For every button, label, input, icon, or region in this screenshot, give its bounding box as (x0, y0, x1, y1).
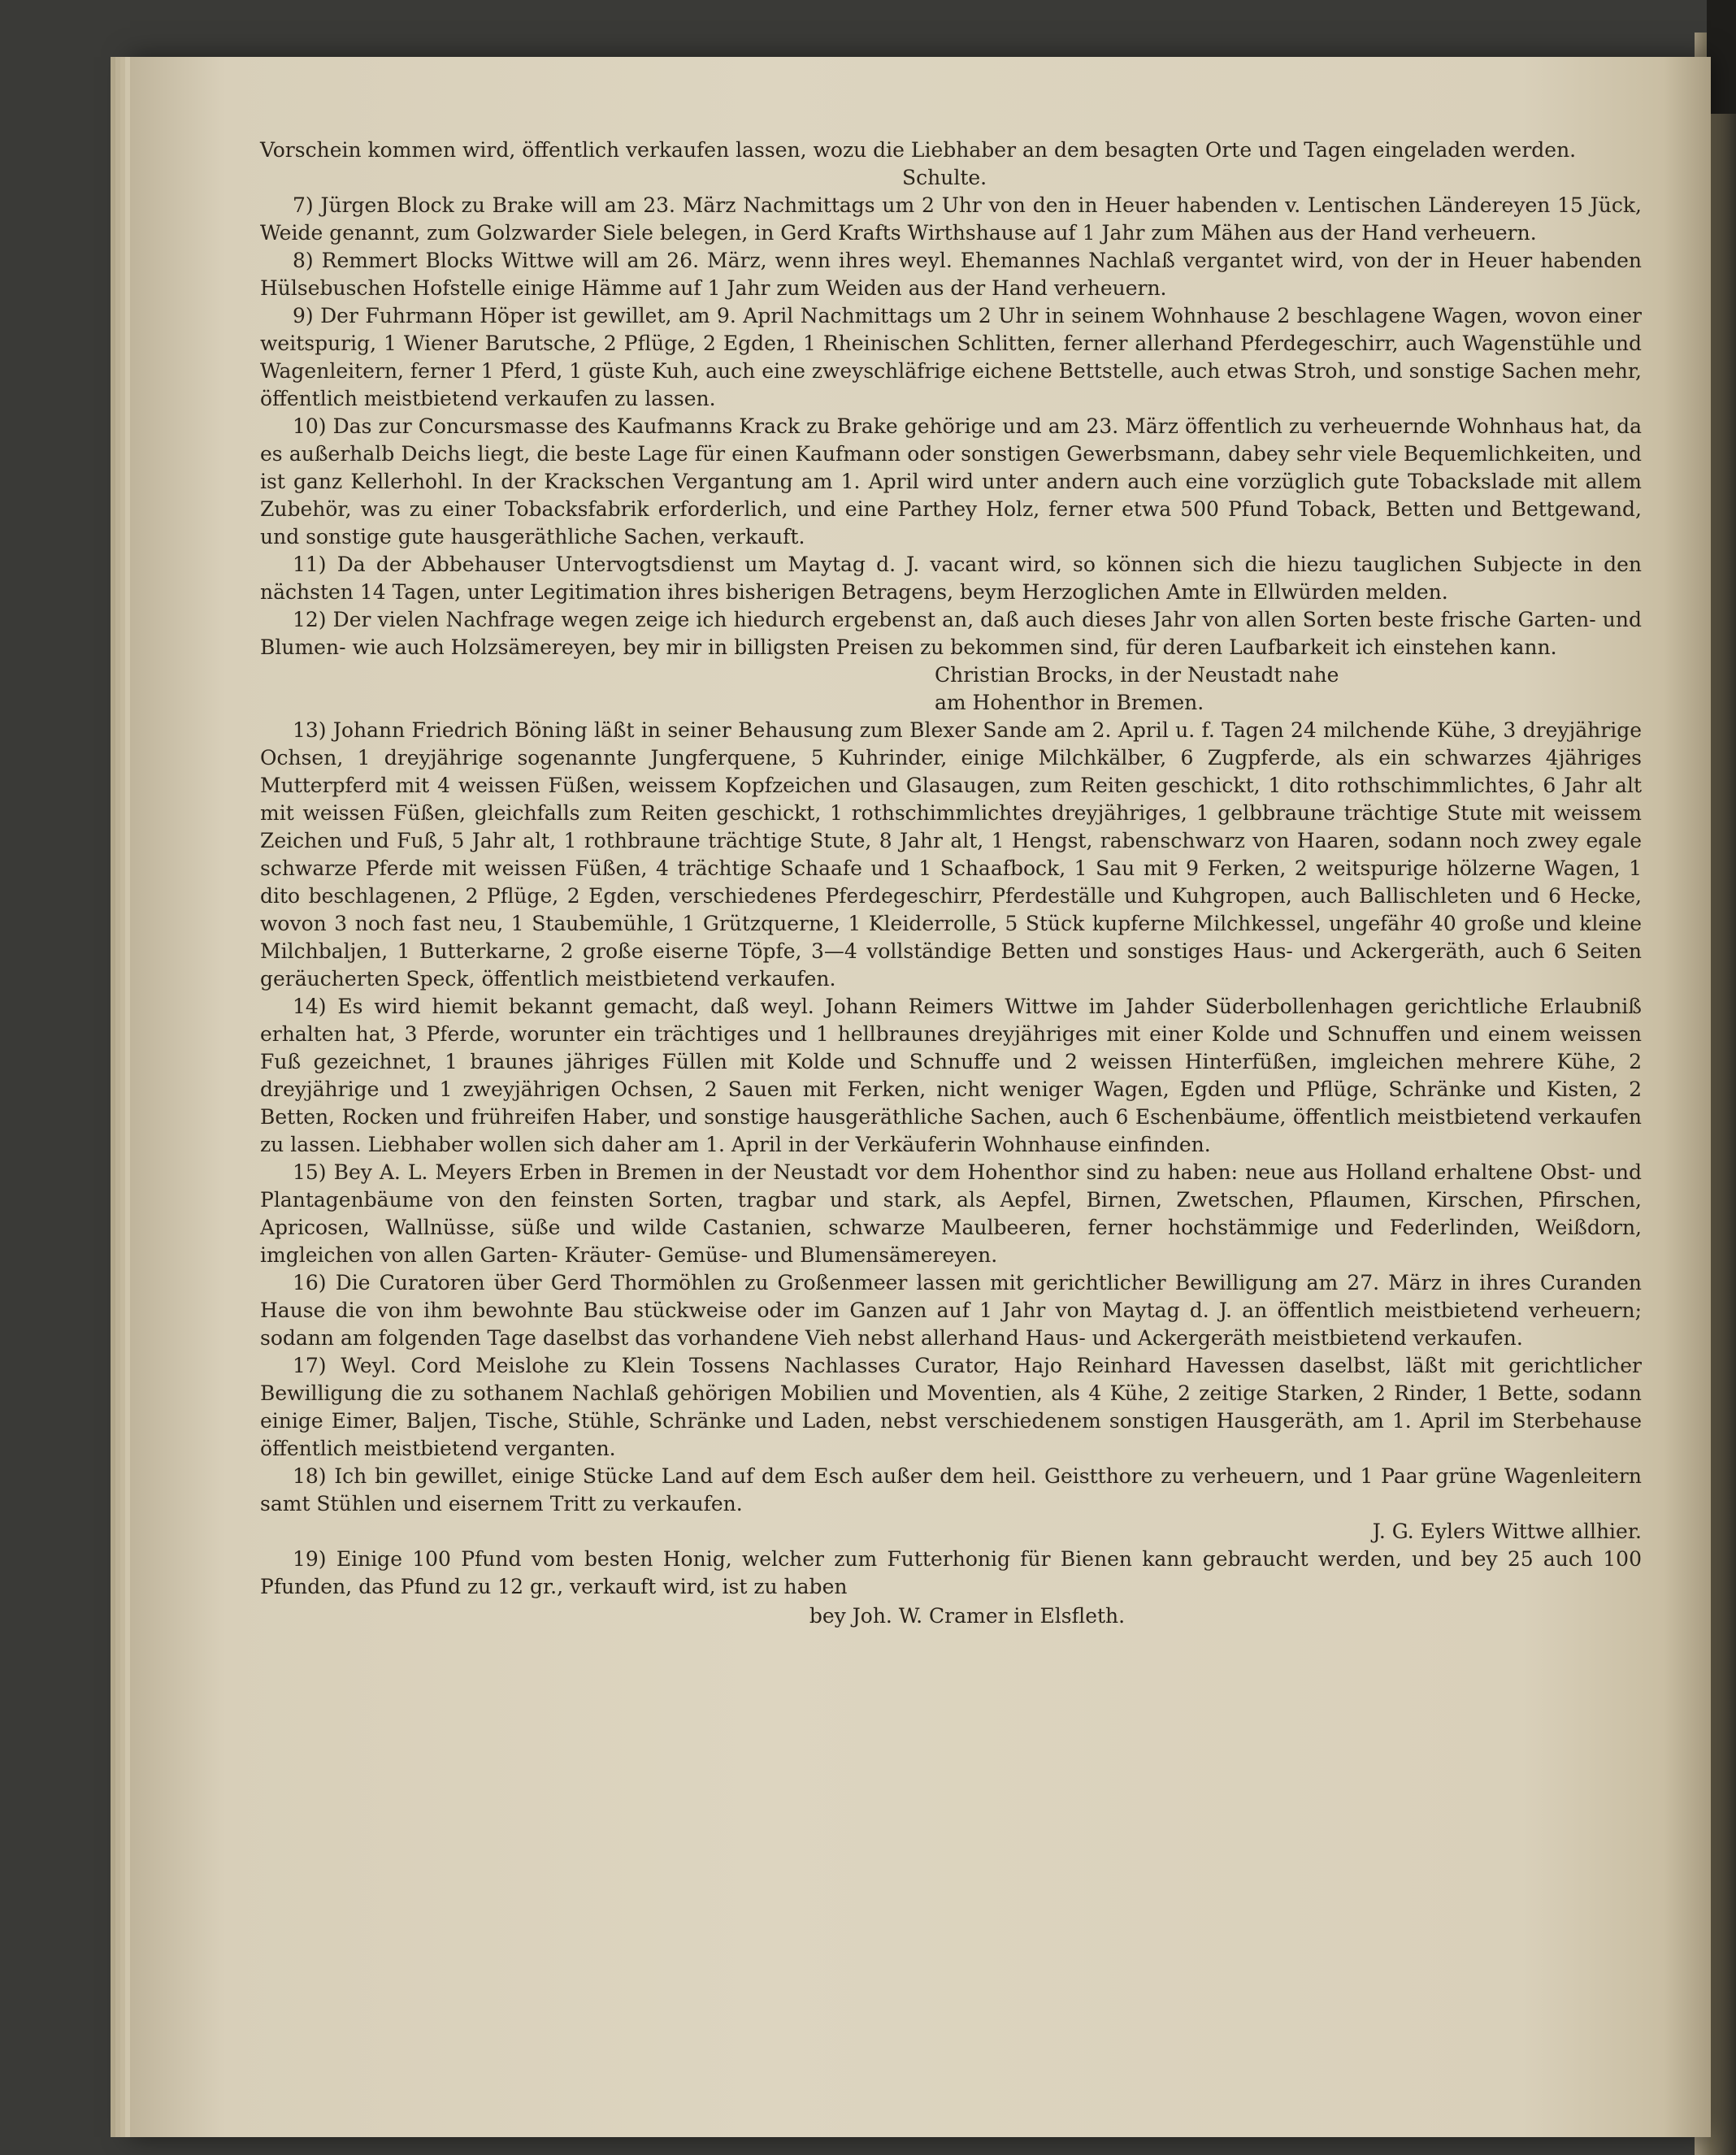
paragraph-text: Einige 100 Pfund vom besten Honig, welcher zum Futterhonig für Bienen kann gebraucht werden, und bey 25 auch 100 Pfunden, das Pfund zu 12 gr., verkauft wird, ist zu haben (260, 1547, 1642, 1598)
announcement-12 (260, 606, 1642, 717)
signature: Christian Brocks, in der Neustadt nahe (935, 663, 1339, 687)
announcement-number: 11) (293, 553, 327, 576)
announcement-number: 9) (293, 304, 314, 327)
announcement-number: 10) (293, 414, 327, 438)
paragraph-continued (260, 137, 1642, 192)
announcement-number: 18) (293, 1464, 327, 1488)
announcement-number: 13) (293, 718, 327, 742)
paragraph-text: Vorschein kommen wird, öffentlich verkaufen lassen, wozu die Liebhaber an dem besagten Orte und Tagen eingeladen werden. (260, 138, 1577, 162)
announcement-17 (260, 1352, 1642, 1463)
signature: J. G. Eylers Wittwe allhier. (1372, 1520, 1642, 1543)
announcement-number: 8) (293, 249, 314, 272)
announcement-15 (260, 1159, 1642, 1269)
book-spine-edge (1707, 0, 1736, 114)
announcement-7 (260, 192, 1642, 247)
announcement-number: 16) (293, 1271, 327, 1294)
paragraph-text: Die Curatoren über Gerd Thormöhlen zu Großenmeer lassen mit gerichtlicher Bewilligung am 27. März in ihres Curanden Hause die von ihm bewohnte Bau stückweise oder im Ganzen auf 1 Jahr von Maytag d. J. an öffentlich meistbietend verheuern; sodann am folgenden Tage daselbst das vorhandene Vieh nebst allerhand Haus- und Ackergeräth meistbietend verkaufen. (260, 1271, 1642, 1350)
paragraph-text: Jürgen Block zu Brake will am 23. März Nachmittags um 2 Uhr von den in Heuer habenden v. Lentischen Ländereyen 15 Jück, Weide genannt, zum Golzwarder Siele belegen, in Gerd Krafts Wirthshause auf 1 Jahr zum Mähen aus der Hand verheuern. (260, 193, 1642, 245)
signature: bey Joh. W. Cramer in Elsfleth. (809, 1604, 1126, 1628)
paragraph-text: Der vielen Nachfrage wegen zeige ich hiedurch ergebenst an, daß auch dieses Jahr von allen Sorten beste frische Garten- und Blumen- wie auch Holzsämereyen, bey mir in billigsten Preisen zu bekommen sind, für deren Laufbarkeit ich einstehen kann. (260, 608, 1642, 659)
signature: Schulte. (902, 166, 987, 189)
announcement-number: 14) (293, 995, 327, 1018)
paragraph-text: Der Fuhrmann Höper ist gewillet, am 9. April Nachmittags um 2 Uhr in seinem Wohnhause 2 beschlagene Wagen, wovon einer weitspurig, 1 Wiener Barutsche, 2 Pflüge, 2 Egden, 1 Rheinischen Schlitten, ferner allerhand Pferdegeschirr, auch Wagenstühle und Wagenleitern, ferner 1 Pferd, 1 güste Kuh, auch eine zweyschläfrige eichene Bettstelle, auch etwas Stroh, und sonstige Sachen mehr, öffentlich meistbietend verkaufen zu lassen. (260, 304, 1642, 410)
announcement-number: 17) (293, 1354, 327, 1377)
paragraph-text: Johann Friedrich Böning läßt in seiner Behausung zum Blexer Sande am 2. April u. f. Tagen 24 milchende Kühe, 3 dreyjährige Ochsen, 1 dreyjährige sogenannte Jungferquene, 5 Kuhrinder, einige Milchkälber, 6 Zugpferde, als ein schwarzes 4jähriges Mutterpferd mit 4 weissen Füßen, weissem Kopfzeichen und Glasaugen, zum Reiten geschickt, 1 dito rothschimmlichtes, 6 Jahr alt mit weissen Füßen, gleichfalls zum Reiten geschickt, 1 rothschimmlichtes dreyjähriges, 1 gelbbraune trächtige Stute mit weissem Zeichen und Fuß, 5 Jahr alt, 1 rothbraune trächtige Stute, 8 Jahr alt, 1 Hengst, rabenschwarz von Haaren, sodann noch zwey egale schwarze Pferde mit weissen Füßen, 4 trächtige Schaafe und 1 Schaafbock, 1 Sau mit 9 Ferken, 2 weitspurige hölzerne Wagen, 1 dito beschlagenen, 2 Pflüge, 2 Egden, verschiedenes Pferdegeschirr, Pferdeställe und Kuhgropen, auch Ballischleten und 6 Hecke, wovon 3 noch fast neu, 1 Staubemühle, 1 Grützquerne, 1 Kleiderrolle, 5 Stück kupferne Milchkessel, ungefähr 40 große und kleine Milchbaljen, 1 Butterkarne, 2 große eiserne Töpfe, 3—4 vollständige Betten und sonstiges Haus- und Ackergeräth, auch 6 Seiten geräucherten Speck, öffentlich meistbietend verkaufen. (260, 718, 1642, 991)
paragraph-text: Das zur Concursmasse des Kaufmanns Krack zu Brake gehörige und am 23. März öffentlich zu verheuernde Wohnhaus hat, da es außerhalb Deichs liegt, die beste Lage für einen Kaufmann oder sonstigen Gewerbsmann, dabey sehr viele Bequemlichkeiten, und ist ganz Kellerhohl. In der Krackschen Vergantung am 1. April wird unter andern auch eine vorzüglich gute Tobackslade mit allem Zubehör, was zu einer Tobacksfabrik erforderlich, und eine Parthey Holz, ferner etwa 500 Pfund Toback, Betten und Bettgewand, und sonstige gute hausgeräthliche Sachen, verkauft. (260, 414, 1643, 549)
announcement-10 (260, 413, 1642, 551)
signature-line-2: am Hohenthor in Bremen. (935, 691, 1204, 714)
announcement-13 (260, 717, 1642, 993)
announcement-8 (260, 247, 1642, 302)
page-text (260, 137, 1642, 1630)
paragraph-text: Es wird hiemit bekannt gemacht, daß weyl. Johann Reimers Wittwe im Jahder Süderbollenhagen gerichtliche Erlaubniß erhalten hat, 3 Pferde, worunter ein trächtiges und 1 hellbraunes dreyjähriges mit einer Kolde und Schnuffen und einem weissen Fuß gezeichnet, 1 braunes jähriges Füllen mit Kolde und Schnuffe und 2 weissen Hinterfüßen, imgleichen mehrere Kühe, 2 dreyjährige und 1 zweyjährigen Ochsen, 2 Sauen mit Ferken, nicht weniger Wagen, Egden und Pflüge, Schränke und Kisten, 2 Betten, Rocken und frühreifen Haber, und sonstige hausgeräthliche Sachen, auch 6 Eschenbäume, öffentlich meistbietend verkaufen zu lassen. Liebhaber wollen sich daher am 1. April in der Verkäuferin Wohnhause einfinden. (260, 995, 1642, 1156)
announcement-19 (260, 1546, 1642, 1630)
announcement-number: 19) (293, 1547, 327, 1571)
paragraph-text: Ich bin gewillet, einige Stücke Land auf dem Esch außer dem heil. Geistthore zu verheuern, und 1 Paar grüne Wagenleitern samt Stühlen und eisernem Tritt zu verkaufen. (260, 1464, 1642, 1515)
announcement-number: 15) (293, 1160, 327, 1184)
announcement-number: 12) (293, 608, 327, 631)
announcement-number: 7) (293, 193, 314, 217)
paragraph-text: Bey A. L. Meyers Erben in Bremen in der Neustadt vor dem Hohenthor sind zu haben: neue aus Holland erhaltene Obst- und Plantagenbäume von den feinsten Sorten, tragbar und stark, als Aepfel, Birnen, Zwetschen, Pflaumen, Kirschen, Pfirschen, Apricosen, Wallnüsse, süße und wilde Castanien, schwarze Maulbeeren, ferner hochstämmige und Federlinden, Weißdorn, imgleichen von allen Garten- Kräuter- Gemüse- und Blumensämereyen. (260, 1160, 1642, 1267)
paragraph-text: Da der Abbehauser Untervogtsdienst um Maytag d. J. vacant wird, so können sich die hiezu tauglichen Subjecte in den nächsten 14 Tagen, unter Legitimation ihres bisherigen Betragens, beym Herzoglichen Amte in Ellwürden melden. (260, 553, 1642, 604)
announcement-9 (260, 302, 1642, 413)
announcement-14 (260, 993, 1642, 1159)
paragraph-text: Weyl. Cord Meislohe zu Klein Tossens Nachlasses Curator, Hajo Reinhard Havessen daselbst, läßt mit gerichtlicher Bewilligung die zu sothanem Nachlaß gehörigen Mobilien und Moventien, als 4 Kühe, 2 zeitige Starken, 2 Rinder, 1 Bette, sodann einige Eimer, Baljen, Tische, Stühle, Schränke und Laden, nebst verschiedenem sonstigen Hausgeräth, am 1. April im Sterbehause öffentlich meistbietend verganten. (260, 1354, 1642, 1460)
announcement-11 (260, 551, 1642, 606)
announcement-18 (260, 1463, 1642, 1546)
paragraph-text: Remmert Blocks Wittwe will am 26. März, wenn ihres weyl. Ehemannes Nachlaß vergantet wird, von der in Heuer habenden Hülsebuschen Hofstelle einige Hämme auf 1 Jahr zum Weiden aus der Hand verheuern. (260, 249, 1643, 300)
announcement-16 (260, 1269, 1642, 1352)
